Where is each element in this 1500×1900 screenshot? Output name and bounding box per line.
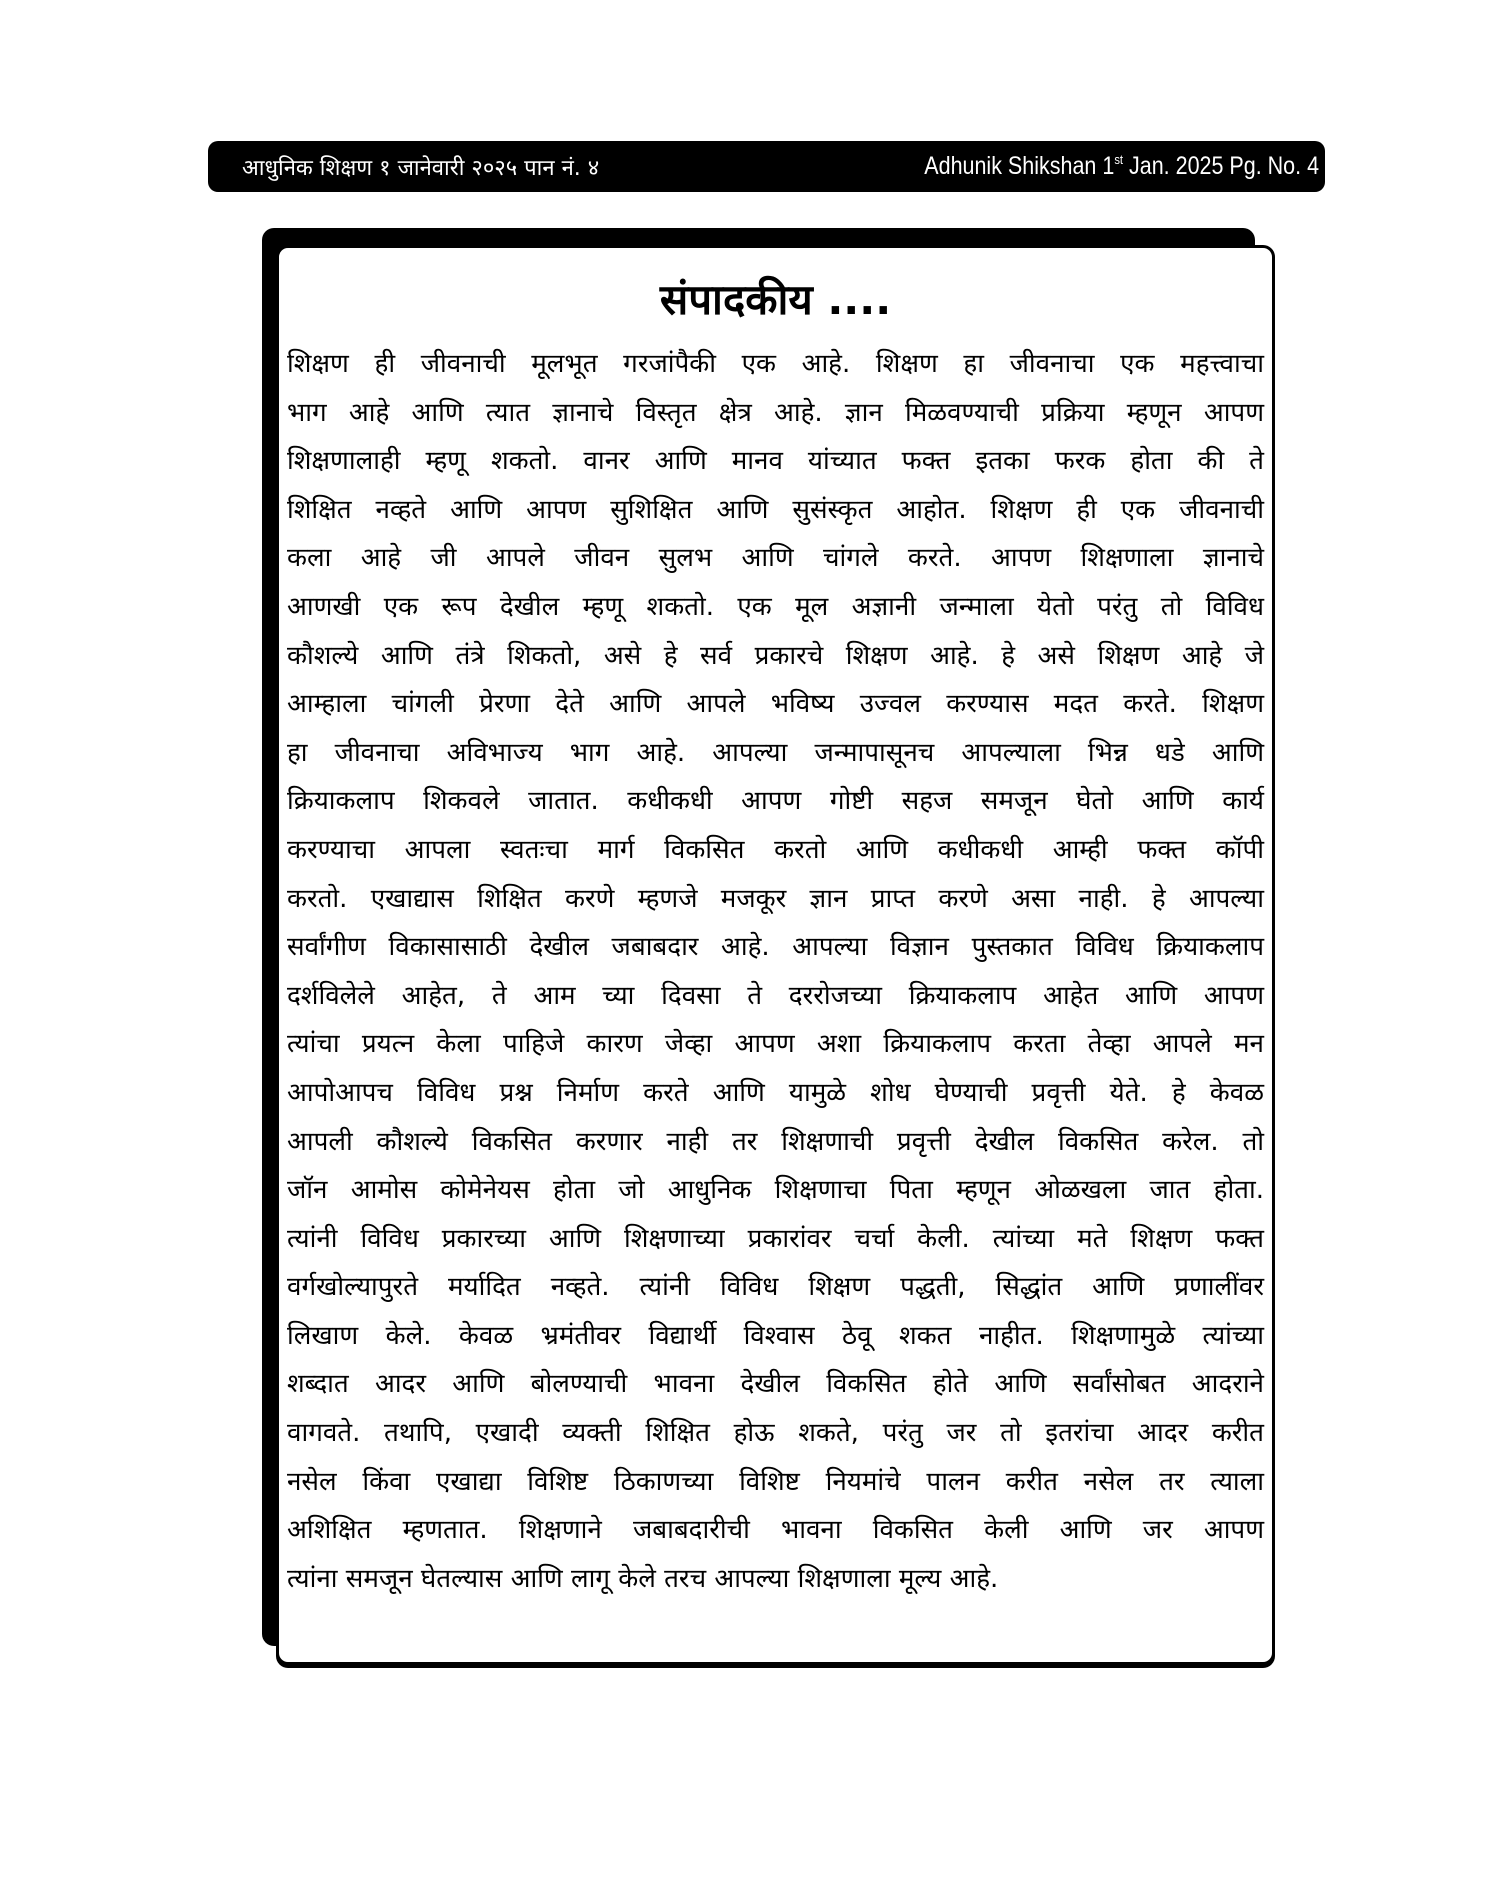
body-line: भाग आहे आणि त्यात ज्ञानाचे विस्तृत क्षेत्र आहे. ज्ञान मिळवण्याची प्रक्रिया म्हणून आपण: [287, 397, 1264, 428]
header-english-title: [924, 152, 1319, 181]
body-line: त्यांना समजून घेतल्यास आणि लागू केले तरच आपल्या शिक्षणाला मूल्य आहे.: [287, 1563, 999, 1594]
body-line: जॉन आमोस कोमेनेयस होता जो आधुनिक शिक्षणाचा पिता म्हणून ओळखला जात होता.: [287, 1175, 1264, 1206]
body-line: करण्याचा आपला स्वतःचा मार्ग विकसित करतो आणि कधीकधी आम्ही फक्त कॉपी: [287, 834, 1264, 865]
body-line: अशिक्षित म्हणतात. शिक्षणाने जबाबदारीची भावना विकसित केली आणि जर आपण: [287, 1515, 1264, 1546]
header-marathi-title: आधुनिक शिक्षण १ जानेवारी २०२५ पान नं. ४: [242, 155, 600, 181]
body-line: क्रियाकलाप शिकवले जातात. कधीकधी आपण गोष्टी सहज समजून घेतो आणि कार्य: [287, 786, 1264, 817]
body-line: आणखी एक रूप देखील म्हणू शकतो. एक मूल अज्ञानी जन्माला येतो परंतु तो विविध: [287, 591, 1264, 622]
body-line: शिक्षित नव्हते आणि आपण सुशिक्षित आणि सुसंस्कृत आहोत. शिक्षण ही एक जीवनाची: [287, 494, 1264, 525]
body-line: आम्हाला चांगली प्रेरणा देते आणि आपले भविष्य उज्वल करण्यास मदत करते. शिक्षण: [287, 689, 1264, 720]
body-line: सर्वांगीण विकासासाठी देखील जबाबदार आहे. आपल्या विज्ञान पुस्तकात विविध क्रियाकलाप: [287, 932, 1264, 963]
body-line: वर्गखोल्यापुरते मर्यादित नव्हते. त्यांनी विविध शिक्षण पद्धती, सिद्धांत आणि प्रणालींवर: [287, 1272, 1264, 1303]
body-line: त्यांचा प्रयत्न केला पाहिजे कारण जेव्हा आपण अशा क्रियाकलाप करता तेव्हा आपले मन: [287, 1029, 1264, 1060]
body-line: शिक्षण ही जीवनाची मूलभूत गरजांपैकी एक आहे. शिक्षण हा जीवनाचा एक महत्त्वाचा: [287, 349, 1264, 379]
header-english-ordinal: st: [1114, 152, 1123, 167]
editorial-title: संपादकीय ....: [659, 275, 892, 324]
body-line: करतो. एखाद्यास शिक्षित करणे म्हणजे मजकूर ज्ञान प्राप्त करणे असा नाही. हे आपल्या: [287, 883, 1264, 914]
body-line: कला आहे जी आपले जीवन सुलभ आणि चांगले करते. आपण शिक्षणाला ज्ञानाचे: [287, 543, 1264, 574]
body-line: दर्शविलेले आहेत, ते आम च्या दिवसा ते दररोजच्या क्रियाकलाप आहेत आणि आपण: [287, 980, 1264, 1011]
body-line: हा जीवनाचा अविभाज्य भाग आहे. आपल्या जन्मापासूनच आपल्याला भिन्न धडे आणि: [287, 737, 1264, 768]
body-line: शिक्षणालाही म्हणू शकतो. वानर आणि मानव यांच्यात फक्त इतका फरक होता की ते: [287, 446, 1264, 477]
header-english-prefix: Adhunik Shikshan 1: [924, 152, 1115, 180]
body-line: शब्दात आदर आणि बोलण्याची भावना देखील विकसित होते आणि सर्वांसोबत आदराने: [287, 1369, 1264, 1400]
editorial-body: [287, 340, 1264, 1603]
editorial-box: [276, 245, 1275, 1665]
page-header-bar: [208, 141, 1325, 192]
body-line: आपली कौशल्ये विकसित करणार नाही तर शिक्षणाची प्रवृत्ती देखील विकसित करेल. तो: [287, 1126, 1264, 1157]
body-line: कौशल्ये आणि तंत्रे शिकतो, असे हे सर्व प्रकारचे शिक्षण आहे. हे असे शिक्षण आहे जे: [287, 640, 1264, 671]
body-line: त्यांनी विविध प्रकारच्या आणि शिक्षणाच्या प्रकारांवर चर्चा केली. त्यांच्या मते शिक्षण फक्त: [287, 1223, 1264, 1254]
body-line: वागवते. तथापि, एखादी व्यक्ती शिक्षित होऊ शकते, परंतु जर तो इतरांचा आदर करीत: [287, 1418, 1264, 1449]
header-english-suffix: Jan. 2025 Pg. No. 4: [1122, 152, 1319, 180]
body-line: आपोआपच विविध प्रश्न निर्माण करते आणि यामुळे शोध घेण्याची प्रवृत्ती येते. हे केवळ: [287, 1077, 1264, 1108]
body-line: नसेल किंवा एखाद्या विशिष्ट ठिकाणच्या विशिष्ट नियमांचे पालन करीत नसेल तर त्याला: [287, 1466, 1264, 1497]
body-line: लिखाण केले. केवळ भ्रमंतीवर विद्यार्थी विश्वास ठेवू शकत नाहीत. शिक्षणामुळे त्यांच्या: [287, 1320, 1264, 1351]
